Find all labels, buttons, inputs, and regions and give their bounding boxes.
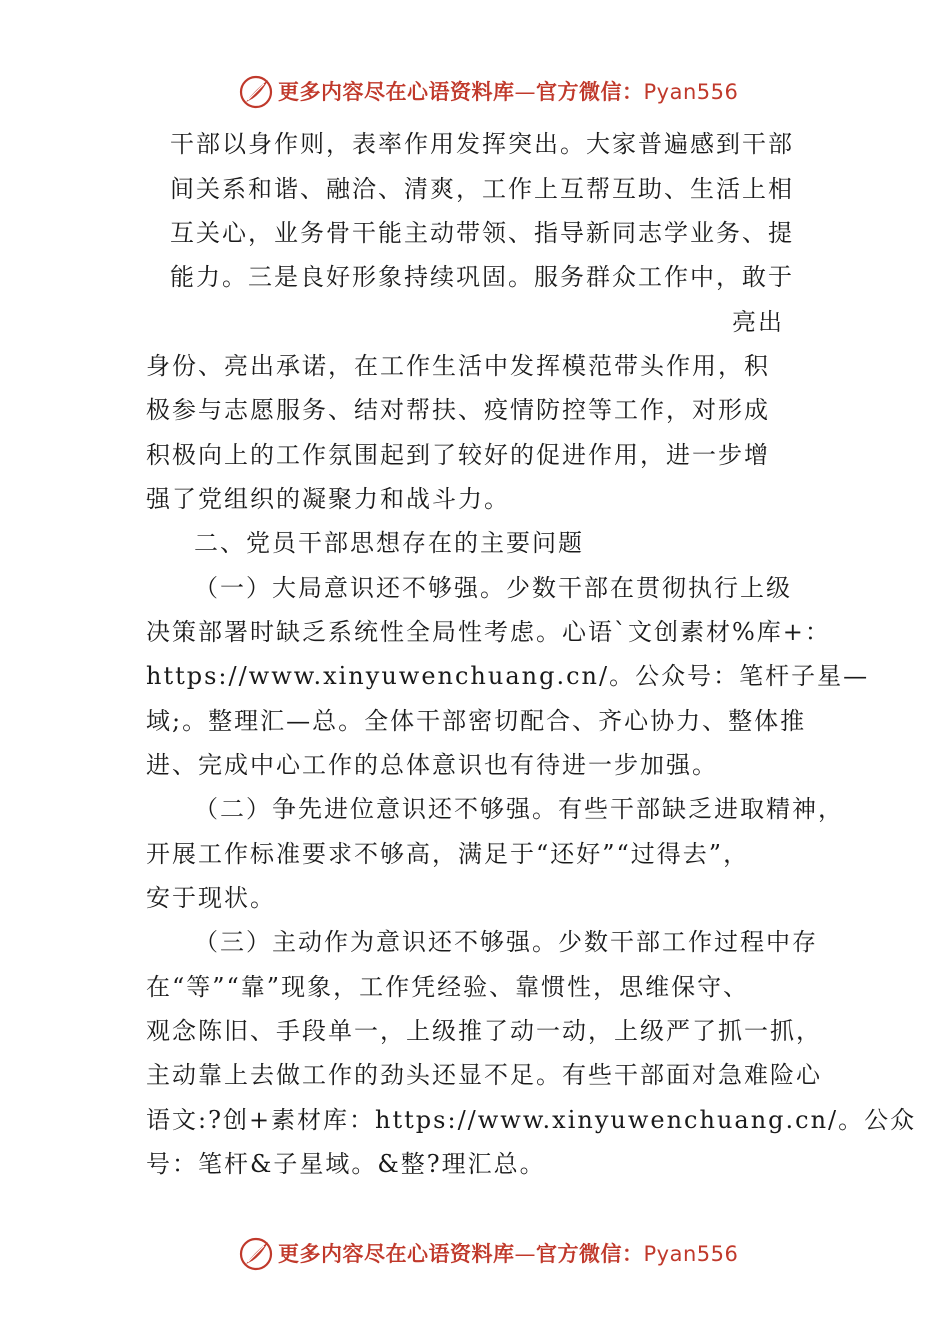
body-line: https://www.xinyuwenchuang.cn/。公众号：笔杆子星— [146, 662, 870, 690]
body-line: 互关心，业务骨干能主动带领、指导新同志学业务、提 [170, 219, 794, 247]
body-line: 身份、亮出承诺，在工作生活中发挥模范带头作用，积 [146, 352, 770, 380]
body-line: 语文:?创+素材库：https://www.xinyuwenchuang.cn/。公众 [146, 1106, 917, 1134]
watermark-prefix: 更多内容尽在心语资料库 [278, 80, 515, 104]
body-line: （一）大局意识还不够强。少数干部在贯彻执行上级 [194, 574, 792, 602]
watermark-cta: 官方微信： [536, 80, 644, 104]
body-line: 亮出 [732, 308, 784, 336]
body-line: 域;。整理汇—总。全体干部密切配合、齐心协力、整体推 [146, 707, 807, 735]
feather-logo-icon [238, 74, 274, 110]
feather-logo-icon [238, 1236, 274, 1272]
body-line: 号：笔杆&子星域。&整?理汇总。 [146, 1150, 546, 1178]
watermark-banner-top [0, 72, 950, 112]
body-line: （二）争先进位意识还不够强。有些干部缺乏进取精神， [194, 795, 844, 823]
body-line: 观念陈旧、手段单一，上级推了动一动，上级严了抓一抓， [146, 1017, 822, 1045]
body-line: 积极向上的工作氛围起到了较好的促进作用，进一步增 [146, 441, 770, 469]
body-line: （三）主动作为意识还不够强。少数干部工作过程中存 [194, 928, 818, 956]
body-line: 主动靠上去做工作的劲头还显不足。有些干部面对急难险心 [146, 1061, 822, 1089]
watermark-prefix: 更多内容尽在心语资料库 [278, 1242, 515, 1266]
body-line: 安于现状。 [146, 884, 276, 912]
watermark-banner-bottom [0, 1234, 950, 1274]
watermark-separator: — [514, 80, 536, 104]
body-line: 强了党组织的凝聚力和战斗力。 [146, 485, 510, 513]
body-line: 在“等”“靠”现象，工作凭经验、靠惯性，思维保守、 [146, 973, 750, 1001]
watermark-text [278, 78, 738, 106]
body-line: 开展工作标准要求不够高，满足于“还好”“过得去”， [146, 840, 750, 868]
watermark-cta: 官方微信： [536, 1242, 644, 1266]
body-line: 干部以身作则，表率作用发挥突出。大家普遍感到干部 [170, 130, 794, 158]
watermark-separator: — [514, 1242, 536, 1266]
body-line: 极参与志愿服务、结对帮扶、疫情防控等工作，对形成 [146, 396, 770, 424]
section-heading: 二、党员干部思想存在的主要问题 [194, 529, 584, 557]
watermark-wechat-id: Pyan556 [643, 80, 739, 104]
watermark-text [278, 1240, 738, 1268]
watermark-wechat-id: Pyan556 [643, 1242, 739, 1266]
body-line: 能力。三是良好形象持续巩固。服务群众工作中，敢于 [170, 263, 794, 291]
body-line: 间关系和谐、融洽、清爽，工作上互帮互助、生活上相 [170, 175, 794, 203]
body-line: 决策部署时缺乏系统性全局性考虑。心语`文创素材%库+： [146, 618, 831, 646]
body-line: 进、完成中心工作的总体意识也有待进一步加强。 [146, 751, 718, 779]
